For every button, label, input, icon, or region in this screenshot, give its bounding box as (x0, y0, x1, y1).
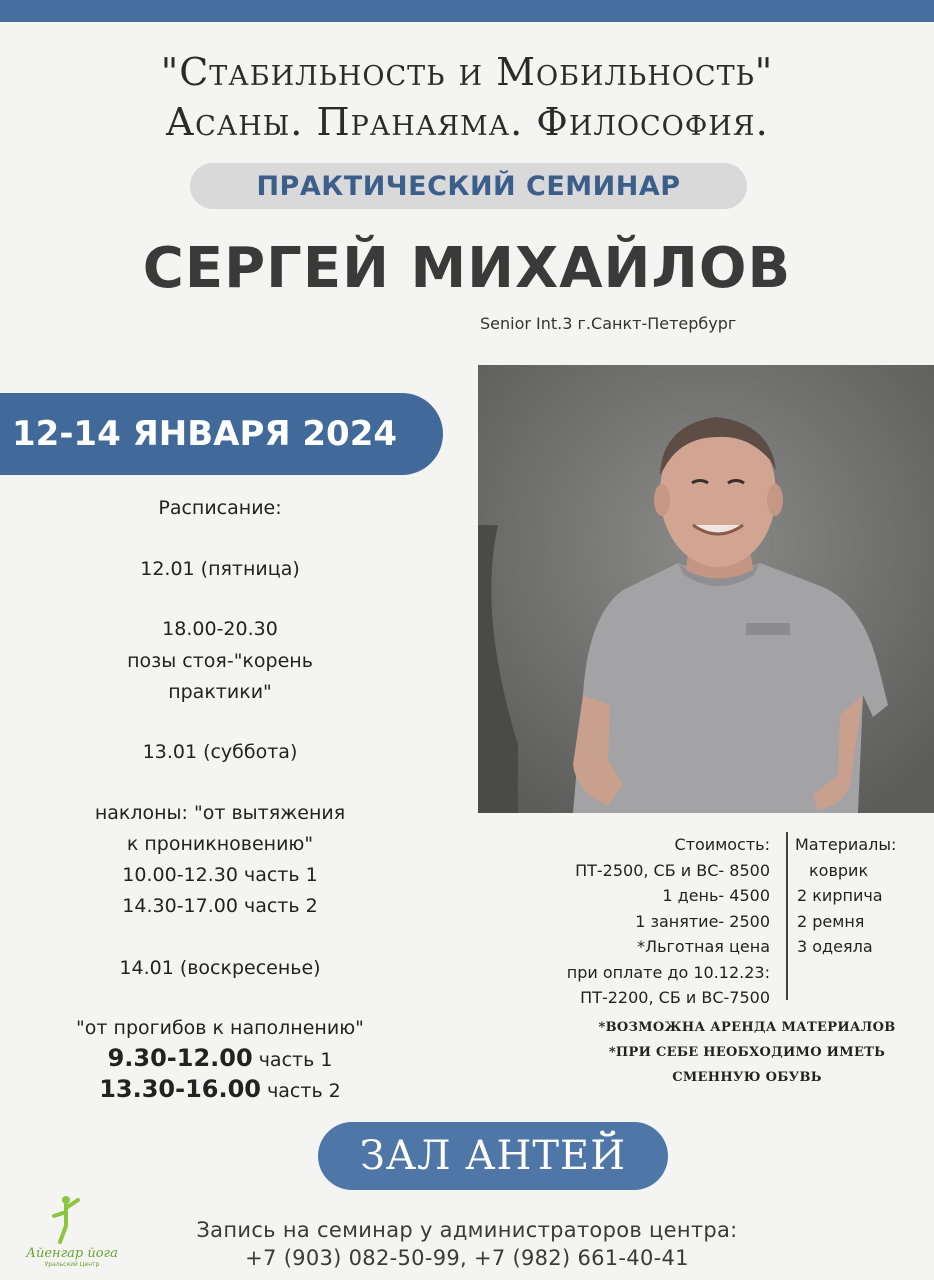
schedule-day-3-topic: "от прогибов к наполнению" (76, 1017, 364, 1039)
schedule-day-2-topic-line-1: наклоны: "от вытяжения (94, 802, 346, 824)
price-line: при оплате до 10.12.23: (566, 962, 770, 982)
note-rent: *ВОЗМОЖНА АРЕНДА МАТЕРИАЛОВ (598, 1020, 896, 1035)
contact-phones: +7 (903) 082-50-99, +7 (982) 661-40-41 (245, 1246, 689, 1270)
price-line: 1 день- 4500 (662, 886, 770, 905)
materials-list (795, 832, 896, 960)
day-3-session-1-part: часть 1 (258, 1049, 333, 1071)
venue-badge (318, 1122, 668, 1190)
date-text: 12-14 ЯНВАРЯ 2024 (12, 414, 398, 454)
schedule-day-2-session-2: 14.30-17.00 часть 2 (122, 895, 318, 917)
price-materials-divider (786, 832, 788, 1000)
day-3-session-2-time: 13.30-16.00 (99, 1075, 262, 1103)
materials-item: 3 одеяла (797, 937, 873, 956)
note-shoes-line-2: СМЕННУЮ ОБУВЬ (672, 1070, 822, 1085)
price-line: 1 занятие- 2500 (635, 911, 770, 931)
contact-line-1: Запись на семинар у администраторов центра: (196, 1218, 738, 1242)
schedule-day-2-session-1: 10.00-12.30 часть 1 (122, 864, 318, 886)
schedule-day-1-topic-line-2: практики" (168, 681, 272, 703)
yoga-figure-icon (22, 1194, 122, 1244)
price-heading: Стоимость: (674, 835, 770, 854)
title-line-1: "Стабильность и Мобильность" (160, 50, 774, 94)
teacher-rank: Senior Int.3 г.Санкт-Петербург (480, 314, 737, 333)
schedule-day-2-topic-line-2: к проникновению" (126, 833, 314, 855)
top-accent-bar (0, 0, 934, 22)
schedule-day-2: 13.01 (суббота) (142, 741, 298, 763)
teacher-name: СЕРГЕЙ МИХАЙЛОВ (142, 236, 792, 301)
day-3-session-2-part: часть 2 (267, 1080, 341, 1102)
title-line-2: Асаны. Пранаяма. Философия. (165, 100, 769, 144)
schedule-day-3: 14.01 (воскресенье) (119, 957, 321, 979)
venue-name: ЗАЛ АНТЕЙ (359, 1133, 627, 1179)
price-list (540, 832, 770, 1011)
price-line: ПТ-2200, СБ и ВС-7500 (580, 988, 770, 1007)
date-banner (0, 393, 443, 475)
schedule-day-1: 12.01 (пятница) (140, 558, 300, 580)
day-3-session-1-time: 9.30-12.00 (107, 1044, 253, 1072)
materials-item: 2 кирпича (797, 886, 883, 905)
logo-name: Айенгар йога (26, 1246, 118, 1261)
schedule-day-1-topic-line-1: позы стоя-"корень (127, 650, 313, 672)
materials-heading: Материалы: (795, 835, 897, 854)
price-line: ПТ-2500, СБ и ВС- 8500 (575, 860, 770, 880)
note-shoes-line-1: *ПРИ СЕБЕ НЕОБХОДИМО ИМЕТЬ (608, 1045, 886, 1060)
schedule-heading: Расписание: (158, 497, 282, 519)
iyengar-yoga-logo (22, 1194, 122, 1276)
schedule-day-1-time: 18.00-20.30 (162, 618, 278, 640)
teacher-photo (478, 365, 934, 813)
logo-subtitle: Уральский Центр (44, 1261, 100, 1268)
price-line: *Льготная цена (637, 937, 770, 956)
materials-item: 2 ремня (797, 911, 865, 931)
materials-item: коврик (809, 860, 869, 880)
schedule-day-3-session-1 (0, 1043, 440, 1075)
seminar-label: ПРАКТИЧЕСКИЙ СЕМИНАР (190, 163, 747, 209)
schedule-day-3-session-2 (0, 1074, 440, 1106)
